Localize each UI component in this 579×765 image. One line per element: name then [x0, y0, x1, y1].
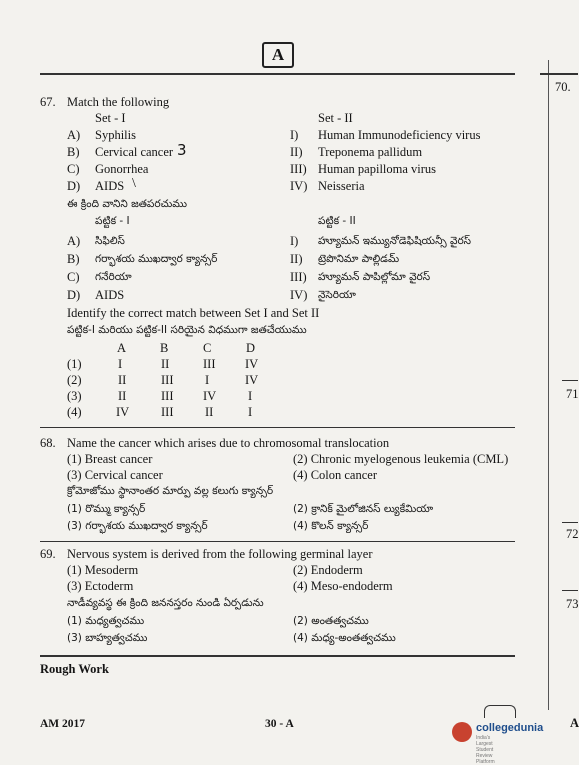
q68-option-te[interactable]: (2) క్రానిక్ మైలోజినస్ ల్యుకేమియా [293, 503, 434, 515]
q67-option-cell: III [161, 405, 174, 419]
q69-option[interactable]: (3) Ectoderm [67, 579, 134, 593]
q68-number: 68. [40, 436, 56, 450]
q67-set2-key: II) [290, 145, 303, 159]
q67-option-cell: III [203, 357, 216, 371]
q67-option-cell: II [205, 405, 214, 419]
q67-set1-te-key: B) [67, 252, 80, 266]
q67-option-cell: IV [116, 405, 130, 419]
q67-instruction: Identify the correct match between Set I and Set II [67, 306, 320, 320]
q67-option-cell: II [118, 373, 127, 387]
handwritten-mark: 3 [177, 141, 187, 159]
q68-option-te[interactable]: (3) గర్భాశయ ముఖద్వార క్యాన్సర్ [67, 520, 208, 532]
q67-set1-te-item: గర్భాశయ ముఖద్వార క్యాన్సర్ [95, 253, 218, 265]
q67-set2-item: Human papilloma virus [318, 162, 437, 176]
q67-set1-te-item: సిఫిలిస్ [95, 235, 125, 247]
q67-set2-item: Neisseria [318, 179, 365, 193]
q67-set2-key: I) [290, 128, 299, 142]
set-code-box: A [262, 42, 294, 68]
q68-question-te: క్రోమోజోము స్థానాంతర మార్పు వల్ల కలుగు క్యాన్సర్ [67, 485, 274, 497]
margin-question-71: 71 [566, 387, 579, 401]
q67-column-header: C [203, 341, 212, 355]
q67-set1-te-item: AIDS [95, 288, 125, 302]
q69-option-te[interactable]: (4) మధ్య-అంతత్వచము [293, 632, 396, 644]
q69-option[interactable]: (2) Endoderm [293, 563, 363, 577]
q67-option-number[interactable]: (4) [67, 405, 82, 419]
q67-set1-item: Syphilis [95, 128, 136, 142]
margin-rule [562, 590, 578, 591]
q67-option-cell: III [161, 373, 174, 387]
watermark-brand: collegedunia [476, 722, 544, 734]
collegedunia-logo-icon [452, 722, 472, 742]
margin-question-72: 72 [566, 527, 579, 541]
question-divider [40, 541, 515, 542]
q67-option-cell: I [118, 357, 123, 371]
q67-set2-te-item: హ్యూమన్ ఇమ్యునోడెఫిషియన్సీ వైరస్ [318, 235, 472, 247]
q67-set1-te-item: గనేరియా [95, 271, 132, 283]
q67-set1-label: Set - I [95, 111, 126, 125]
q67-set2-item: Human Immunodeficiency virus [318, 128, 481, 142]
margin-rule [562, 522, 578, 523]
q69-option[interactable]: (1) Mesoderm [67, 563, 139, 577]
q67-set2-te-key: III) [290, 270, 307, 284]
q67-option-cell: I [248, 405, 253, 419]
exam-code: AM 2017 [40, 718, 86, 730]
q67-set1-key: B) [67, 145, 80, 159]
q67-set1-item: Cervical cancer [95, 145, 174, 159]
q67-option-cell: II [161, 357, 170, 371]
q67-set1-item: Gonorrhea [95, 162, 149, 176]
q67-instruction-te: పట్టిక-I మరియు పట్టిక-II సరియైన విధముగా జతచేయుము [67, 324, 307, 336]
q67-question: Match the following [67, 95, 170, 109]
q67-column-header: B [160, 341, 169, 355]
right-header-rule [540, 73, 578, 75]
rough-work-divider [40, 655, 515, 657]
q69-option-te[interactable]: (1) మధ్యత్వచము [67, 615, 145, 627]
q67-set1-te-key: A) [67, 234, 81, 248]
q69-question-te: నాడీవ్యవస్థ ఈ క్రింది జననస్తరం నుండి ఏర్పడును [67, 597, 264, 609]
q67-set2-te-key: I) [290, 234, 299, 248]
q67-option-cell: IV [203, 389, 217, 403]
q67-set2-key: III) [290, 162, 307, 176]
handwritten-mark: \ [132, 176, 136, 191]
q69-option-te[interactable]: (2) అంతత్వచము [293, 615, 369, 627]
q67-set1-te-key: D) [67, 288, 81, 302]
q67-set2-te-key: II) [290, 252, 303, 266]
header-rule [40, 73, 515, 75]
q67-number: 67. [40, 95, 56, 109]
q68-option[interactable]: (3) Cervical cancer [67, 468, 163, 482]
q69-option-te[interactable]: (3) బాహ్యత్వచము [67, 632, 148, 644]
q67-option-number[interactable]: (3) [67, 389, 82, 403]
q67-set2-item: Treponema pallidum [318, 145, 423, 159]
q67-question-te: ఈ క్రింది వానిని జతపరచుము [67, 198, 187, 210]
q67-set2-te-key: IV) [290, 288, 308, 302]
q69-option[interactable]: (4) Meso-endoderm [293, 579, 393, 593]
column-divider [548, 60, 549, 710]
q67-set1-key: C) [67, 162, 80, 176]
q67-set2-te-item: హ్యూమన్ పాపిల్లోమా వైరస్ [318, 271, 431, 283]
q67-column-header: D [246, 341, 256, 355]
q67-option-cell: I [205, 373, 210, 387]
q68-option-te[interactable]: (1) రొమ్ము క్యాన్సర్ [67, 503, 146, 515]
q67-set1-key: A) [67, 128, 81, 142]
q67-option-cell: II [118, 389, 127, 403]
q69-number: 69. [40, 547, 56, 561]
margin-question-73: 73 [566, 597, 579, 611]
q69-question: Nervous system is derived from the following germinal layer [67, 547, 373, 561]
margin-letter: A [570, 716, 579, 730]
next-question-number: 70. [555, 80, 571, 94]
q67-set2-te-item: ట్రెపొనిమా పాల్లిడమ్ [318, 253, 400, 265]
q67-set1-te-label: పట్టిక - I [95, 215, 130, 227]
q67-set1-te-key: C) [67, 270, 80, 284]
q67-option-cell: III [161, 389, 174, 403]
q67-set1-key: D) [67, 179, 81, 193]
q68-option[interactable]: (4) Colon cancer [293, 468, 377, 482]
q67-option-number[interactable]: (1) [67, 357, 82, 371]
q67-set1-item: AIDS [95, 179, 125, 193]
page-tab-box [484, 705, 516, 718]
q67-option-cell: IV [245, 373, 259, 387]
q68-option[interactable]: (2) Chronic myelogenous leukemia (CML) [293, 452, 509, 466]
watermark-tagline: India's Largest Student Review Platform [476, 735, 495, 765]
q67-option-cell: I [248, 389, 253, 403]
question-divider [40, 427, 515, 428]
q67-set2-te-item: నైసెరియా [318, 289, 356, 301]
q68-question: Name the cancer which arises due to chromosomal translocation [67, 436, 390, 450]
q67-option-cell: IV [245, 357, 259, 371]
q68-option[interactable]: (1) Breast cancer [67, 452, 153, 466]
page-number: 30 - A [265, 718, 294, 730]
q67-column-header: A [117, 341, 127, 355]
q67-set2-label: Set - II [318, 111, 353, 125]
q67-option-number[interactable]: (2) [67, 373, 82, 387]
margin-rule [562, 380, 578, 381]
q67-set2-key: IV) [290, 179, 308, 193]
q68-option-te[interactable]: (4) కొలన్ క్యాన్సర్ [293, 520, 369, 532]
q67-set2-te-label: పట్టిక - II [318, 215, 356, 227]
rough-work-label: Rough Work [40, 662, 109, 676]
